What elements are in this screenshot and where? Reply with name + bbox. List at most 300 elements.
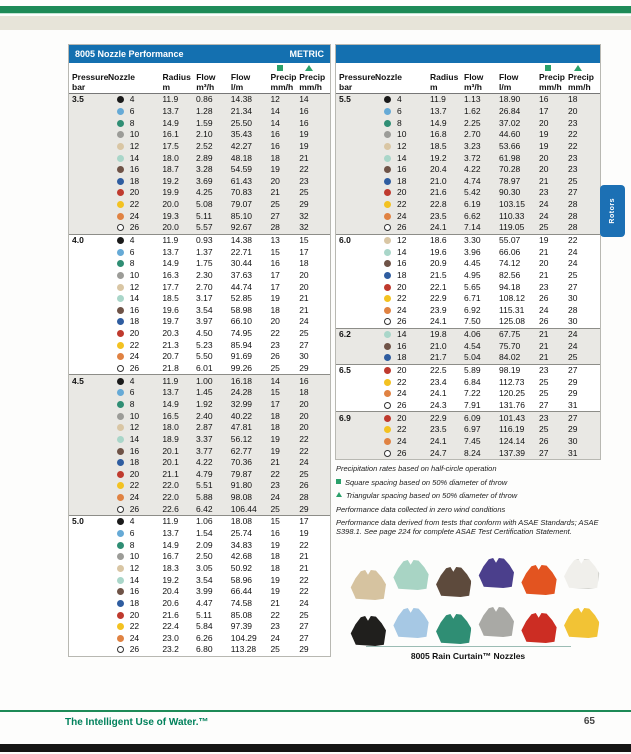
nozzle-color-dot-icon <box>117 307 124 314</box>
flow-m3h-value: 1.92 <box>196 398 213 409</box>
precip-triangle-value: 22 <box>299 586 309 597</box>
precip-square-value: 20 <box>270 316 280 327</box>
pressure-section-4.5 <box>69 374 330 515</box>
radius-value: 24.3 <box>430 399 447 410</box>
precip-square-value: 16 <box>270 258 280 269</box>
nozzle-color-dot-icon <box>117 436 124 443</box>
precip-square-value: 13 <box>270 235 280 245</box>
precip-triangle-value: 28 <box>568 199 578 210</box>
nozzle-color-dot-icon <box>117 131 124 138</box>
precip-triangle-value: 20 <box>568 105 578 116</box>
flow-m3h-value: 3.99 <box>196 586 213 597</box>
flow-lm-value: 91.80 <box>230 480 253 491</box>
nozzle-photo-item <box>435 567 471 597</box>
pressure-value: 6.9 <box>339 412 351 423</box>
nozzle-color-dot-icon <box>117 577 124 584</box>
table-row <box>69 141 330 153</box>
flow-m3h-value: 5.84 <box>196 621 213 632</box>
flow-m3h-value: 3.54 <box>196 304 213 315</box>
triangle-icon <box>305 65 313 71</box>
footer-black-bar <box>0 744 631 752</box>
flow-m3h-value: 4.74 <box>464 175 481 186</box>
precip-square-value: 19 <box>539 235 549 245</box>
pressure-value: 3.5 <box>72 94 84 105</box>
precip-triangle-value: 24 <box>299 457 309 468</box>
flow-m3h-value: 5.51 <box>196 480 213 491</box>
table-row <box>69 106 330 118</box>
radius-value: 24.1 <box>430 222 447 233</box>
flow-m3h-value: 5.11 <box>196 210 212 221</box>
nozzle-cell: 24 <box>375 305 430 316</box>
column-header-flow: Flow l/m <box>499 72 519 92</box>
nozzle-cell: 24 <box>108 211 163 222</box>
precip-square-value: 27 <box>539 399 549 410</box>
table-row <box>69 632 330 644</box>
flow-lm-value: 37.02 <box>499 117 521 128</box>
precip-triangle-value: 27 <box>568 187 578 198</box>
nozzle-cell: 22 <box>108 621 163 632</box>
nozzle-color-dot-icon <box>117 284 124 291</box>
nozzle-color-dot-icon <box>117 389 124 396</box>
table-row <box>336 436 600 448</box>
table-row <box>69 293 330 305</box>
radius-value: 19.2 <box>162 175 179 186</box>
nozzle-color-dot-icon <box>384 155 391 162</box>
flow-m3h-value: 2.30 <box>196 269 213 280</box>
precip-triangle-value: 22 <box>568 235 578 245</box>
flow-m3h-value: 3.97 <box>196 316 213 327</box>
nozzle-color-dot-icon <box>384 108 391 115</box>
radius-value: 16.5 <box>162 410 179 421</box>
flow-m3h-value: 7.91 <box>464 399 481 410</box>
precip-triangle-value: 22 <box>568 129 578 140</box>
nozzle-cell: 24 <box>375 436 430 447</box>
flow-m3h-value: 5.08 <box>196 199 213 210</box>
table-row <box>69 598 330 610</box>
table-row <box>69 94 330 106</box>
table-row <box>69 270 330 282</box>
table-row <box>336 117 600 129</box>
flow-m3h-value: 8.24 <box>464 447 481 458</box>
nozzle-cell: 22 <box>375 424 430 435</box>
nozzle-cell: 8 <box>375 118 430 129</box>
radius-value: 18.0 <box>162 152 179 163</box>
table-row <box>336 316 600 328</box>
flow-lm-value: 42.68 <box>230 551 253 562</box>
table-row <box>69 387 330 399</box>
nozzle-cell: 12 <box>108 282 163 293</box>
table-title: 8005 Nozzle Performance <box>75 49 184 59</box>
radius-value: 21.0 <box>430 175 447 186</box>
flow-m3h-value: 6.80 <box>196 644 213 655</box>
precip-square-value: 19 <box>270 586 280 597</box>
table-row <box>69 339 330 351</box>
radius-value: 19.2 <box>162 574 179 585</box>
table-row <box>69 410 330 422</box>
nozzle-cell: 26 <box>375 222 430 233</box>
precip-square-value: 25 <box>539 376 549 387</box>
table-row <box>69 528 330 540</box>
nozzle-photo-item <box>563 608 599 638</box>
nozzle-color-dot-icon <box>117 635 124 642</box>
precip-triangle-value: 27 <box>299 632 309 643</box>
nozzle-color-dot-icon <box>384 354 391 361</box>
flow-lm-value: 101.43 <box>499 412 525 423</box>
nozzle-color-dot-icon <box>384 213 391 220</box>
column-header-precip-1: Precip mm/h <box>271 65 300 92</box>
table-row <box>336 293 600 305</box>
column-header-nozzle: Nozzle <box>108 72 135 82</box>
triangle-icon <box>574 65 582 71</box>
flow-lm-value: 108.12 <box>499 293 525 304</box>
nozzle-color-dot-icon <box>384 307 391 314</box>
nozzle-cell: 12 <box>375 235 430 246</box>
precip-square-value: 22 <box>270 609 280 620</box>
nozzle-cell: 14 <box>375 329 430 340</box>
radius-value: 18.5 <box>430 140 447 151</box>
column-header-precip-2: Precip mm/h <box>568 65 596 92</box>
nozzle-cell: 26 <box>108 644 163 655</box>
precip-square-value: 25 <box>539 424 549 435</box>
flow-lm-value: 94.18 <box>499 281 521 292</box>
precip-triangle-value: 29 <box>299 644 309 655</box>
precip-triangle-value: 29 <box>568 376 578 387</box>
flow-m3h-value: 2.40 <box>196 410 213 421</box>
nozzle-photo-item <box>393 560 429 590</box>
table-row <box>69 516 330 528</box>
precip-square-value: 26 <box>539 316 549 327</box>
nozzle-cell: 22 <box>375 377 430 388</box>
radius-value: 19.9 <box>162 187 179 198</box>
radius-value: 21.3 <box>162 339 179 350</box>
radius-value: 18.7 <box>162 164 179 175</box>
table-row <box>69 175 330 187</box>
precip-square-value: 23 <box>539 187 549 198</box>
pressure-value: 4.0 <box>72 235 84 245</box>
flow-lm-value: 103.15 <box>499 199 525 210</box>
nozzle-color-dot-icon <box>384 260 391 267</box>
column-header-nozzle: Nozzle <box>375 72 402 82</box>
pressure-value: 6.2 <box>339 329 351 340</box>
flow-lm-value: 18.08 <box>230 516 253 527</box>
flow-m3h-value: 6.84 <box>464 376 481 387</box>
unit-system-label: METRIC <box>289 49 324 59</box>
flow-lm-value: 44.60 <box>499 129 521 140</box>
radius-value: 20.1 <box>162 445 179 456</box>
table-row <box>69 164 330 176</box>
precip-square-value: 17 <box>539 105 549 116</box>
nozzle-color-dot-icon <box>384 120 391 127</box>
precip-triangle-value: 17 <box>299 246 309 257</box>
nozzle-cell: 18 <box>108 176 163 187</box>
precip-triangle-value: 22 <box>299 164 309 175</box>
radius-value: 21.1 <box>162 468 179 479</box>
nozzle-color-dot-icon <box>117 365 124 372</box>
nozzle-cell: 14 <box>108 293 163 304</box>
flow-m3h-value: 3.05 <box>196 562 213 573</box>
footnote: Square spacing based on 50% diameter of throw <box>336 478 604 487</box>
precip-square-value: 24 <box>539 199 549 210</box>
flow-lm-value: 62.77 <box>230 445 253 456</box>
page-number: 65 <box>583 716 595 727</box>
table-row <box>69 375 330 387</box>
nozzle-cell: 8 <box>108 540 163 551</box>
precip-triangle-value: 20 <box>299 398 309 409</box>
nozzle-cell: 26 <box>375 316 430 327</box>
precip-triangle-value: 25 <box>568 352 578 363</box>
precip-square-value: 19 <box>270 539 280 550</box>
figure-caption: 8005 Rain Curtain™ Nozzles <box>410 651 526 661</box>
precip-square-value: 16 <box>270 129 280 140</box>
precip-square-value: 19 <box>539 129 549 140</box>
precip-triangle-value: 17 <box>299 516 309 527</box>
precip-square-value: 26 <box>539 435 549 446</box>
square-icon <box>336 479 341 484</box>
nozzle-cell: 22 <box>375 293 430 304</box>
nozzle-color-dot-icon <box>384 249 391 256</box>
nozzle-color-dot-icon <box>117 143 124 150</box>
nozzle-color-dot-icon <box>384 318 391 325</box>
table-row <box>336 141 600 153</box>
radius-value: 14.9 <box>162 117 179 128</box>
precip-triangle-value: 28 <box>568 222 578 233</box>
radius-value: 16.3 <box>162 269 179 280</box>
nozzle-color-dot-icon <box>384 343 391 350</box>
flow-lm-value: 47.81 <box>230 422 253 433</box>
nozzle-cell: 16 <box>375 164 430 175</box>
flow-m3h-value: 5.23 <box>196 339 213 350</box>
top-green-bar <box>0 6 631 14</box>
nozzle-cell: 20 <box>375 282 430 293</box>
nozzle-color-dot-icon <box>117 553 124 560</box>
precip-triangle-value: 19 <box>299 140 309 151</box>
nozzle-photo-item <box>521 613 557 643</box>
nozzle-cell: 24 <box>108 351 163 362</box>
nozzle-color-dot-icon <box>117 600 124 607</box>
flow-m3h-value: 2.52 <box>196 140 213 151</box>
flow-lm-value: 84.02 <box>499 352 521 363</box>
precip-square-value: 20 <box>539 117 549 128</box>
precip-square-value: 26 <box>270 351 280 362</box>
flow-m3h-value: 1.06 <box>196 516 213 527</box>
nozzle-photo-item <box>350 616 386 646</box>
radius-value: 23.5 <box>430 210 447 221</box>
flow-m3h-value: 2.50 <box>196 551 213 562</box>
performance-table-right <box>335 44 601 460</box>
nozzle-cell: 8 <box>108 258 163 269</box>
nozzle-photo-item <box>563 559 599 589</box>
nozzle-cell: 4 <box>108 376 163 387</box>
table-row <box>69 480 330 492</box>
nozzle-color-dot-icon <box>117 295 124 302</box>
table-row <box>336 94 600 106</box>
pressure-section-5.0 <box>69 515 330 656</box>
precip-square-value: 23 <box>270 621 280 632</box>
precip-triangle-value: 20 <box>299 422 309 433</box>
table-row <box>69 457 330 469</box>
precip-triangle-value: 26 <box>299 480 309 491</box>
precip-square-value: 24 <box>539 304 549 315</box>
nozzle-color-dot-icon <box>117 272 124 279</box>
section-tab-rotors <box>600 185 625 237</box>
pressure-section-4.0 <box>69 234 330 375</box>
flow-lm-value: 52.85 <box>230 293 253 304</box>
flow-lm-value: 53.66 <box>499 140 521 151</box>
radius-value: 24.1 <box>430 388 447 399</box>
precip-triangle-value: 19 <box>299 528 309 539</box>
table-row <box>69 609 330 621</box>
precip-triangle-value: 20 <box>299 281 309 292</box>
section-tab-label: Rotors <box>609 198 616 224</box>
table-row <box>336 340 600 352</box>
precip-triangle-value: 30 <box>568 316 578 327</box>
precip-triangle-value: 27 <box>568 412 578 423</box>
radius-value: 11.9 <box>162 235 179 245</box>
table-row <box>336 258 600 270</box>
flow-m3h-value: 4.95 <box>464 269 481 280</box>
flow-lm-value: 115.31 <box>499 304 525 315</box>
radius-value: 24.1 <box>430 316 447 327</box>
flow-lm-value: 97.39 <box>230 621 253 632</box>
table-row <box>69 539 330 551</box>
flow-lm-value: 74.12 <box>499 258 521 269</box>
table-row <box>69 621 330 633</box>
radius-value: 19.7 <box>162 316 179 327</box>
table-row <box>69 351 330 363</box>
column-header-flow: Flow l/m <box>230 72 251 92</box>
flow-lm-value: 104.29 <box>230 632 257 643</box>
flow-lm-value: 85.94 <box>230 339 253 350</box>
radius-value: 21.5 <box>430 269 447 280</box>
precip-square-value: 24 <box>539 210 549 221</box>
table-row <box>69 129 330 141</box>
table-row <box>336 187 600 199</box>
precip-square-value: 16 <box>270 528 280 539</box>
nozzle-color-dot-icon <box>384 143 391 150</box>
precip-triangle-value: 29 <box>299 199 309 210</box>
precip-square-value: 18 <box>270 422 280 433</box>
nozzle-color-dot-icon <box>117 459 124 466</box>
flow-lm-value: 56.12 <box>230 433 253 444</box>
flow-lm-value: 24.28 <box>230 387 253 398</box>
precip-triangle-value: 22 <box>299 445 309 456</box>
flow-m3h-value: 3.96 <box>464 246 481 257</box>
table-row <box>336 270 600 282</box>
nozzle-color-dot-icon <box>117 237 124 244</box>
radius-value: 19.6 <box>162 304 179 315</box>
table-row <box>69 235 330 247</box>
precip-triangle-value: 24 <box>568 246 578 257</box>
nozzle-color-dot-icon <box>117 330 124 337</box>
flow-lm-value: 32.99 <box>230 398 253 409</box>
nozzle-cell: 26 <box>375 400 430 411</box>
flow-lm-value: 106.44 <box>230 503 257 514</box>
precip-square-value: 21 <box>539 352 549 363</box>
flow-lm-value: 22.71 <box>230 246 253 257</box>
nozzle-cell: 6 <box>108 387 163 398</box>
precip-square-value: 23 <box>539 365 549 376</box>
nozzle-cell: 20 <box>375 413 430 424</box>
table-row <box>69 281 330 293</box>
precip-triangle-value: 23 <box>299 175 309 186</box>
nozzle-cell: 8 <box>108 118 163 129</box>
table-title-bar <box>69 45 330 63</box>
nozzle-color-dot-icon <box>384 450 391 457</box>
nozzle-color-dot-icon <box>384 201 391 208</box>
nozzle-photo-item <box>393 608 429 638</box>
nozzle-cell: 6 <box>108 528 163 539</box>
column-header-flow: Flow m³/h <box>464 72 484 92</box>
pressure-section-3.5 <box>69 94 330 234</box>
table-row <box>336 199 600 211</box>
radius-value: 21.6 <box>430 187 447 198</box>
precip-triangle-value: 30 <box>568 293 578 304</box>
table-body-left <box>69 94 330 656</box>
nozzle-color-dot-icon <box>117 260 124 267</box>
precip-triangle-value: 15 <box>299 235 309 245</box>
nozzle-color-dot-icon <box>117 249 124 256</box>
precip-square-value: 25 <box>270 503 280 514</box>
nozzle-cell: 16 <box>108 305 163 316</box>
nozzle-cell: 14 <box>108 575 163 586</box>
radius-value: 20.1 <box>162 457 179 468</box>
precip-triangle-value: 25 <box>299 187 309 198</box>
nozzle-cell: 22 <box>375 199 430 210</box>
flow-m3h-value: 3.23 <box>464 140 481 151</box>
precip-square-value: 23 <box>539 281 549 292</box>
precip-triangle-value: 29 <box>299 503 309 514</box>
radius-value: 20.0 <box>162 199 179 210</box>
footnotes <box>336 464 604 541</box>
nozzle-color-dot-icon <box>384 237 391 244</box>
flow-m3h-value: 6.62 <box>464 210 481 221</box>
precip-triangle-value: 25 <box>568 269 578 280</box>
table-row <box>69 152 330 164</box>
precip-square-value: 24 <box>270 632 280 643</box>
flow-lm-value: 113.28 <box>230 644 257 655</box>
flow-lm-value: 74.95 <box>230 328 253 339</box>
precip-square-value: 18 <box>270 152 280 163</box>
nozzle-photo-item <box>521 565 557 595</box>
table-row <box>336 246 600 258</box>
nozzle-color-dot-icon <box>384 272 391 279</box>
pressure-section-6.2 <box>336 328 600 364</box>
table-row <box>69 469 330 481</box>
precip-square-value: 15 <box>270 516 280 527</box>
radius-value: 22.6 <box>162 503 179 514</box>
flow-m3h-value: 4.79 <box>196 468 213 479</box>
radius-value: 14.9 <box>162 258 179 269</box>
footer-green-line <box>0 710 631 712</box>
flow-lm-value: 21.34 <box>230 105 253 116</box>
nozzle-color-dot-icon <box>117 565 124 572</box>
nozzle-cell: 10 <box>108 270 163 281</box>
radius-value: 20.0 <box>162 222 179 233</box>
nozzle-cell: 10 <box>108 551 163 562</box>
nozzle-cell: 26 <box>108 222 163 233</box>
flow-m3h-value: 1.37 <box>196 246 213 257</box>
nozzle-color-dot-icon <box>117 646 124 653</box>
precip-square-value: 25 <box>270 644 280 655</box>
nozzle-cell: 20 <box>108 610 163 621</box>
radius-value: 20.4 <box>430 164 447 175</box>
nozzle-photo-item <box>478 558 514 588</box>
nozzle-color-dot-icon <box>117 201 124 208</box>
radius-value: 20.9 <box>430 258 447 269</box>
precip-triangle-value: 28 <box>299 492 309 503</box>
precip-triangle-value: 24 <box>568 258 578 269</box>
table-row <box>69 563 330 575</box>
